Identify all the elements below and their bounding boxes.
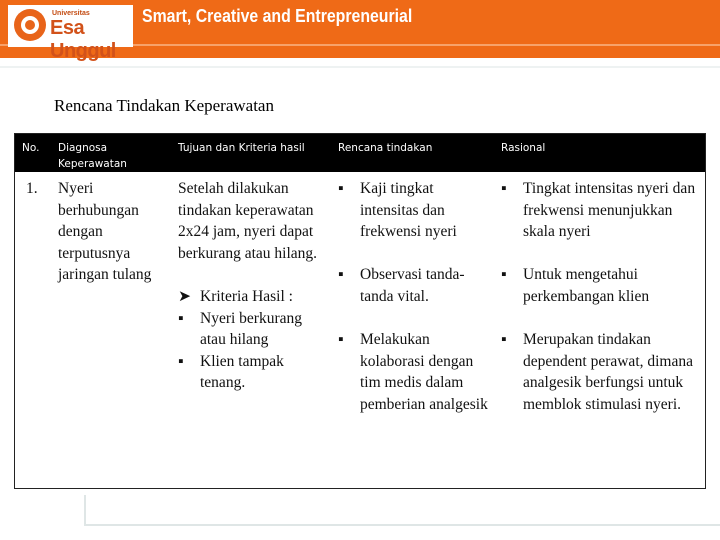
header-diagnosa: Diagnosa Keperawatan [58,142,127,170]
tagline: Smart, Creative and Entrepreneurial [142,6,413,26]
logo-name: Esa Unggul [50,17,116,62]
square-bullet-icon: ▪ [338,180,344,197]
cell-rasional [501,178,697,416]
university-logo[interactable] [8,5,133,62]
list-item: ▪ Observasi tanda-tanda vital. [338,266,465,305]
list-item: ▪ Klien tampak tenang. [178,352,284,392]
slide-title: Rencana Tindakan Keperawatan [54,96,274,115]
logo-subtitle: Universitas [52,10,90,17]
header-no: No. [22,142,40,154]
list-item: ▪ Untuk mengetahui perkembangan klien [501,266,650,305]
square-bullet-icon: ▪ [178,352,184,370]
list-item: ▪ Kaji tingkat intensitas dan frekwensi nyeri [338,180,457,241]
square-bullet-icon: ▪ [501,180,507,197]
rasional-list [501,178,697,416]
cell-no: 1. [26,180,38,197]
cell-rencana [338,178,490,416]
square-bullet-icon: ▪ [501,331,507,349]
tujuan-text: Setelah dilakukan tindakan keperawatan 2x24 jam, nyeri dapat berkurang atau hilang. [178,180,318,262]
square-bullet-icon: ▪ [338,266,344,284]
decorative-line-vertical [84,495,86,525]
kriteria-title: Kriteria Hasil : [200,287,293,305]
header-tujuan: Tujuan dan Kriteria hasil [178,142,305,154]
square-bullet-icon: ▪ [338,331,344,349]
header-rasional: Rasional [501,142,546,154]
cell-tujuan-kriteria [178,178,326,394]
decorative-line-horizontal [84,524,720,526]
kriteria-list [178,286,326,394]
header-rencana: Rencana tindakan [338,142,433,154]
list-item: ▪ Nyeri berkurang atau hilang [178,309,302,349]
square-bullet-icon: ▪ [178,309,184,327]
list-item: ▪ Tingkat intensitas nyeri dan frekwensi menunjukkan skala nyeri [501,180,696,241]
rencana-list [338,178,490,416]
header-banner [0,0,720,62]
care-plan-table [14,133,706,489]
arrow-bullet-icon: ➤ [178,287,191,305]
list-item: ▪ Melakukan kolaborasi dengan tim medis dalam pemberian analgesik [338,331,488,413]
square-bullet-icon: ▪ [501,266,507,284]
list-item [178,286,326,308]
list-item: ▪ Merupakan tindakan dependent perawat, dimana analgesik berfungsi untuk memblok stimulasi nyeri. [501,331,693,413]
table-header-row [15,134,705,172]
cell-diagnosa: Nyeri berhubungan dengan terputusnya jaringan tulang [58,180,152,284]
logo-emblem-icon [14,9,46,41]
